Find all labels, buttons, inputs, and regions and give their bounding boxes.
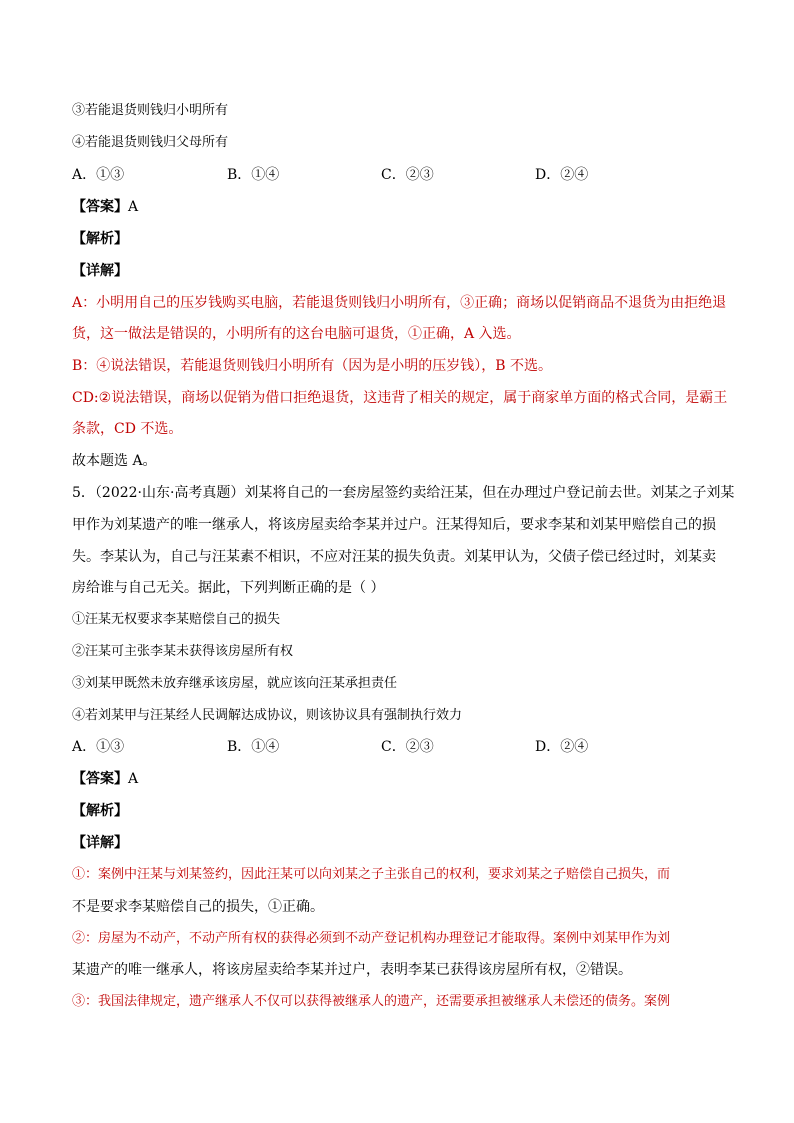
q5-option-b: B．①④ [227,739,280,755]
q4-option-d: D．②④ [535,167,589,183]
q5-statement-2: ②汪某可主张李某未获得该房屋所有权 [72,644,294,659]
q5-answer-value: A [128,771,139,787]
q4-detail-line: 货，这一做法是错误的，小明所有的这台电脑可退货，①正确，A 入选。 [72,326,521,342]
q4-detail-line: CD:②说法错误，商场以促销为借口拒绝退货，这违背了相关的规定，属于商家单方面的格式合同，是霸王 [72,390,728,406]
q5-option-d: D．②④ [535,739,589,755]
q5-stem-line: 失。李某认为，自己与汪某素不相识，不应对汪某的损失负责。刘某甲认为，父债子偿已经过时，刘某卖 [72,549,716,565]
q5-detail-line: 某遗产的唯一继承人，将该房屋卖给李某并过户，表明李某已获得该房屋所有权，②错误。 [72,962,632,978]
q4-detail-line: 条款，CD 不选。 [72,421,183,437]
q4-answer-line [72,197,138,217]
q4-detail-label: 【详解】 [72,263,128,279]
q5-detail-label: 【详解】 [72,835,128,851]
q5-answer-label: 【答案】 [72,771,128,787]
q5-statement-1: ①汪某无权要求李某赔偿自己的损失 [72,612,281,627]
q5-statement-3: ③刘某甲既然未放弃继承该房屋，就应该向汪某承担责任 [72,676,398,691]
q5-analysis-label: 【解析】 [72,803,128,819]
q5-detail-line: ③：我国法律规定，遗产继承人不仅可以获得被继承人的遗产，还需要承担被继承人未偿还的债务。案例 [72,994,671,1009]
q4-detail-line: B：④说法错误，若能退货则钱归小明所有（因为是小明的压岁钱），B 不选。 [72,358,553,374]
q4-option-a: A．①③ [72,167,125,183]
q5-statement-4: ④若刘某甲与汪某经人民调解达成协议，则该协议具有强制执行效力 [72,708,463,723]
q5-detail-line: ①：案例中汪某与刘某签约，因此汪某可以向刘某之子主张自己的权利，要求刘某之子赔偿自己损失，而 [72,867,671,882]
q4-option-c: C．②③ [381,167,434,183]
q4-analysis-label: 【解析】 [72,231,128,247]
q4-statement-4: ④若能退货则钱归父母所有 [72,135,229,150]
q5-stem-line: 甲作为刘某遗产的唯一继承人，将该房屋卖给李某并过户。汪某得知后，要求李某和刘某甲赔偿自己的损 [72,517,716,533]
q5-option-c: C．②③ [381,739,434,755]
q4-conclusion: 故本题选 A。 [72,453,157,469]
q4-answer-value: A [128,199,139,215]
q5-stem-line: 5．（2022·山东·高考真题）刘某将自己的一套房屋签约卖给汪某，但在办理过户登记前去世。刘某之子刘某 [72,485,735,501]
q5-detail-line: 不是要求李某赔偿自己的损失，①正确。 [72,899,324,915]
q5-answer-line [72,769,138,789]
q4-option-b: B．①④ [227,167,280,183]
q4-answer-label: 【答案】 [72,199,128,215]
q5-detail-line: ②：房屋为不动产，不动产所有权的获得必须到不动产登记机构办理登记才能取得。案例中刘某甲作为刘 [72,931,671,946]
q4-detail-line: A：小明用自己的压岁钱购买电脑，若能退货则钱归小明所有，③正确；商场以促销商品不退货为由拒绝退 [72,295,727,311]
q5-option-a: A．①③ [72,739,125,755]
q4-statement-3: ③若能退货则钱归小明所有 [72,103,229,118]
q5-stem-line: 房给谁与自己无关。据此，下列判断正确的是（ ） [72,580,385,596]
